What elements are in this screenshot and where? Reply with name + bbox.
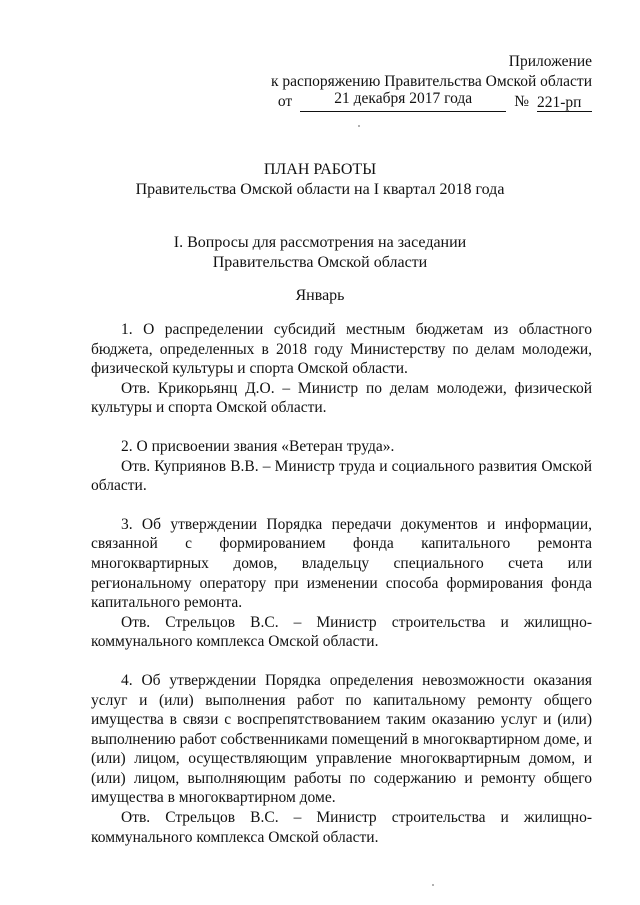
month-heading: Январь bbox=[295, 287, 345, 304]
date-field bbox=[300, 90, 506, 112]
appendix-date-number-row bbox=[270, 92, 592, 112]
number-label: № bbox=[514, 93, 529, 110]
agenda-item-responsible: Отв. Куприянов В.В. – Министр труда и социального развития Омской области. bbox=[91, 457, 592, 495]
agenda-item bbox=[91, 320, 592, 418]
agenda-item-text: 1. О распределении субсидий местным бюджетам из областного бюджета, определенных в 2018 году Министерству по делам молодежи, физической культуры и спорта Омской области. bbox=[91, 321, 592, 378]
scan-speck bbox=[432, 884, 434, 886]
agenda-item bbox=[91, 515, 592, 652]
title-line-1: ПЛАН РАБОТЫ bbox=[263, 161, 377, 178]
agenda-item-text: 2. О присвоении звания «Ветеран труда». bbox=[121, 437, 395, 455]
agenda-item-text: 3. Об утверждении Порядка передачи документов и информации, связанной с формированием фонда капитального ремонта многоквартирных домов, владельцу специального счета или региональному оператору при изменении способа формирования фонда капитального ремонта. bbox=[91, 515, 592, 612]
number-field bbox=[537, 94, 592, 112]
agenda-item bbox=[91, 671, 592, 847]
title-line-2: Правительства Омской области на I квартал 2018 года bbox=[135, 181, 505, 198]
scan-speck bbox=[358, 125, 360, 127]
appendix-reference: к распоряжению Правительства Омской области bbox=[270, 73, 592, 90]
agenda-item-text: 4. Об утверждении Порядка определения невозможности оказания услуг и (или) выполнения работ по капитальному ремонту общего имущества в связи с воспрепятствованием таким оказанию услуг и (или) выполнению работ собственниками помещений в многоквартирном доме, и (или) лицом, осуществляющим управление многоквартирным домом, и (или) лицом, выполняющим работы по содержанию и ремонту общего имущества в многоквартирном доме. bbox=[91, 671, 592, 807]
date-value: 21 декабря 2017 года bbox=[334, 90, 473, 107]
agenda-item bbox=[91, 437, 592, 496]
appendix-label: Приложение bbox=[508, 53, 592, 70]
agenda-item-responsible: Отв. Стрельцов В.С. – Министр строительства и жилищно-коммунального комплекса Омской области. bbox=[91, 613, 592, 651]
agenda-item-responsible: Отв. Крикорьянц Д.О. – Министр по делам молодежи, физической культуры и спорта Омской области. bbox=[91, 379, 592, 417]
section-heading bbox=[60, 233, 580, 273]
agenda-item-responsible: Отв. Стрельцов В.С. – Министр строительства и жилищно-коммунального комплекса Омской области. bbox=[91, 809, 592, 846]
from-label: от bbox=[277, 93, 293, 110]
agenda-items bbox=[91, 320, 592, 866]
number-value: 221-рп bbox=[537, 94, 582, 111]
section-line-2: Правительства Омской области bbox=[212, 254, 428, 271]
document-title bbox=[60, 160, 580, 200]
appendix-header bbox=[270, 52, 592, 112]
section-line-1: I. Вопросы для рассмотрения на заседании bbox=[173, 234, 467, 251]
